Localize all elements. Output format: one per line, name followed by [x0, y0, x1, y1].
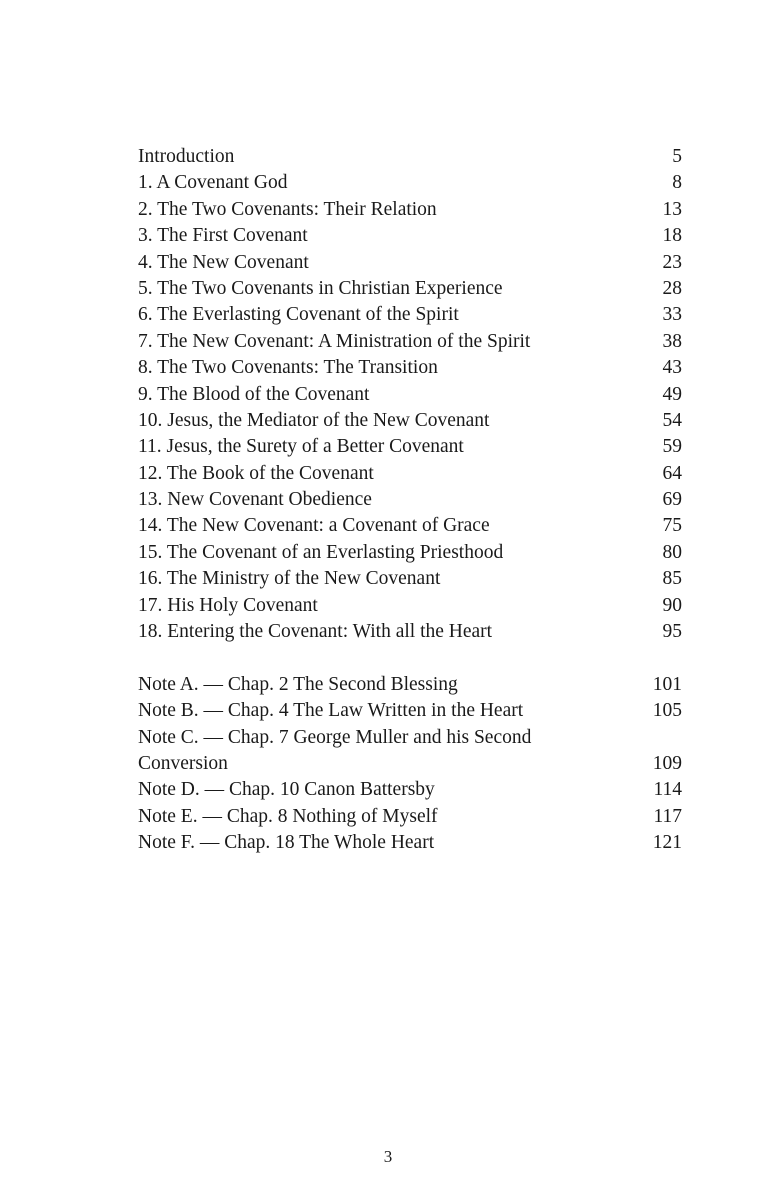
toc-note-title: Note E. — Chap. 8 Nothing of Myself [138, 805, 438, 827]
toc-note-entry [138, 804, 682, 830]
toc-entry-page: 75 [662, 515, 682, 537]
toc-note-page: 121 [652, 832, 682, 854]
toc-entry-title: 4. The New Covenant [138, 251, 309, 273]
toc-entry [138, 276, 682, 302]
toc-entry-page: 54 [662, 409, 682, 431]
toc-entry-page: 38 [662, 330, 682, 352]
toc-note-entry-first-line [138, 725, 682, 751]
toc-entry [138, 382, 682, 408]
toc-entry-title: 10. Jesus, the Mediator of the New Covenant [138, 409, 490, 431]
toc-note-title: Note A. — Chap. 2 The Second Blessing [138, 673, 458, 695]
toc-entry [138, 619, 682, 645]
toc-entry-page: 8 [672, 172, 682, 194]
toc-entry-title: 15. The Covenant of an Everlasting Priesthood [138, 541, 504, 563]
toc-entry-page: 33 [662, 304, 682, 326]
toc-entry-page: 28 [662, 277, 682, 299]
section-gap [138, 645, 682, 671]
toc-entry-title: 7. The New Covenant: A Ministration of the Spirit [138, 330, 531, 352]
toc-entry-title: 14. The New Covenant: a Covenant of Grace [138, 515, 490, 537]
toc-entry-page: 95 [662, 621, 682, 643]
toc-note-title: Note C. — Chap. 7 George Muller and his Second [138, 726, 532, 748]
toc-entry-page: 69 [662, 489, 682, 511]
toc-entry [138, 566, 682, 592]
toc-entry-title: 12. The Book of the Covenant [138, 462, 374, 484]
toc-entry-page: 5 [672, 146, 682, 167]
toc-entry [138, 329, 682, 355]
toc-entry-page: 43 [662, 357, 682, 379]
table-of-contents [138, 144, 682, 857]
toc-entry [138, 302, 682, 328]
toc-entry-title: 6. The Everlasting Covenant of the Spirit [138, 304, 459, 326]
notes-list [138, 672, 682, 857]
toc-note-page: 105 [652, 700, 682, 722]
toc-entry [138, 408, 682, 434]
toc-entry [138, 487, 682, 513]
toc-note-page: 114 [653, 779, 682, 801]
toc-entry-page: 18 [662, 225, 682, 247]
toc-entry [138, 250, 682, 276]
toc-entry [138, 144, 682, 170]
toc-note-page: 101 [652, 673, 682, 695]
toc-entry-page: 13 [662, 198, 682, 220]
toc-note-entry [138, 698, 682, 724]
toc-entry-page: 23 [662, 251, 682, 273]
toc-note-title: Note D. — Chap. 10 Canon Battersby [138, 779, 435, 801]
toc-entry-title: 5. The Two Covenants in Christian Experience [138, 277, 503, 299]
page-number: 3 [383, 1147, 393, 1166]
toc-entry [138, 593, 682, 619]
toc-note-page: 109 [652, 752, 682, 774]
toc-entry-page: 49 [662, 383, 682, 405]
toc-note-title-continuation: Conversion [138, 752, 228, 774]
toc-note-title: Note F. — Chap. 18 The Whole Heart [138, 832, 435, 854]
toc-entry [138, 461, 682, 487]
toc-entry [138, 513, 682, 539]
toc-entry-page: 90 [662, 594, 682, 616]
toc-note-entry [138, 672, 682, 698]
toc-entry-title: 1. A Covenant God [138, 172, 288, 194]
toc-entry-page: 85 [662, 568, 682, 590]
toc-entry-title: 9. The Blood of the Covenant [138, 383, 370, 405]
toc-entry [138, 540, 682, 566]
toc-entry-title: 8. The Two Covenants: The Transition [138, 357, 438, 379]
toc-entry [138, 355, 682, 381]
toc-note-entry [138, 830, 682, 856]
toc-entry [138, 434, 682, 460]
toc-entry-page: 80 [662, 541, 682, 563]
toc-entry [138, 170, 682, 196]
toc-note-entry-continuation [138, 751, 682, 777]
toc-entry-title: 18. Entering the Covenant: With all the Heart [138, 621, 493, 643]
toc-entry [138, 197, 682, 223]
toc-note-page: 117 [653, 805, 682, 827]
toc-entry [138, 223, 682, 249]
toc-entry-title: 13. New Covenant Obedience [138, 489, 372, 511]
toc-entry-page: 59 [662, 436, 682, 458]
toc-note-entry [138, 777, 682, 803]
toc-entry-title: Introduction [138, 146, 235, 167]
toc-entry-title: 2. The Two Covenants: Their Relation [138, 198, 437, 220]
toc-entry-title: 16. The Ministry of the New Covenant [138, 568, 441, 590]
toc-note-title: Note B. — Chap. 4 The Law Written in the Heart [138, 700, 524, 722]
toc-entry-title: 11. Jesus, the Surety of a Better Covenant [138, 436, 464, 458]
toc-entry-title: 3. The First Covenant [138, 225, 308, 247]
chapter-list [138, 144, 682, 645]
toc-entry-page: 64 [662, 462, 682, 484]
toc-entry-title: 17. His Holy Covenant [138, 594, 318, 616]
